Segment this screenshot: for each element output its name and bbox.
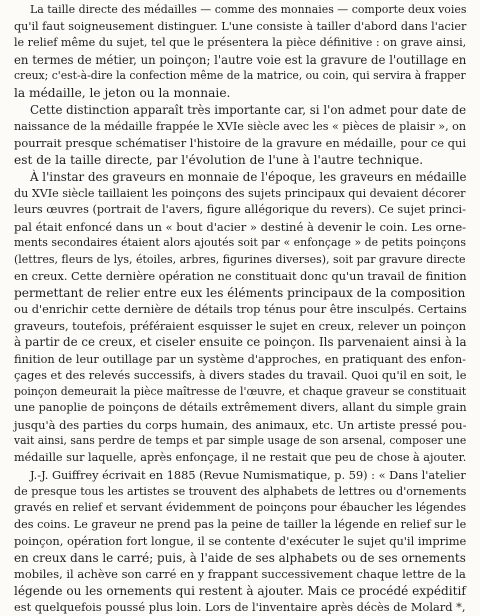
text-line: çages et des relevés successifs, à divers stades du travail. Quoi qu'il en soit, le: [14, 368, 467, 382]
paragraph-1: [14, 2, 466, 101]
text-line: une panoplie de poinçons de détails extrêmement divers, allant du simple grain: [14, 401, 467, 414]
text-line: de presque tous les artistes se trouvent des alphabets de lettres ou d'ornements: [14, 484, 467, 498]
text-line: le relief même du sujet, tel que le présentera la pièce définitive : on grave ainsi,: [14, 36, 467, 49]
text-line: du XVIe siècle taillaient les poinçons des sujets principaux qui devaient décorer: [14, 186, 466, 200]
text-line: pal était enfoncé dans un « bout d'acier » destiné à devenir le coin. Les orne-: [14, 219, 467, 234]
text-line: gravés en relief et servant évidemment de poinçons pour ébaucher les légendes: [14, 501, 467, 514]
text-line: (lettres, fleurs de lys, étoiles, arbres, figurines diverses), soit par gravure directe: [14, 252, 466, 266]
text-line: légende ou les ornements qui restent à ajouter. Mais ce procédé expéditif: [14, 583, 466, 598]
text-line: poinçon, opération fort longue, il se contente d'exécuter le sujet qu'il imprime: [14, 534, 467, 548]
text-line: leurs œuvres (portrait de l'avers, figure allégorique du revers). Ce sujet princi-: [14, 203, 466, 216]
text-line: creux; c'est-à-dire la confection même de la matrice, ou coin, qui servira à frapper: [14, 69, 466, 82]
paragraph-4: [14, 467, 466, 616]
text-line: pourrait presque schématiser l'histoire de la gravure en médaille, pour ce qui: [14, 136, 467, 150]
text-line: permettant de relier entre eux les éléments principaux de la composition: [14, 285, 466, 300]
text-line: finition de leur outillage par un système d'approches, en pratiquant des enfon-: [14, 351, 466, 366]
text-line: poinçon demeurait la pièce maîtresse de l'œuvre, et chaque graveur se constituait: [14, 384, 467, 398]
text-line: naissance de la médaille frappée le XVIe siècle avec les « pièces de plaisir », on: [14, 119, 467, 133]
text-line: ou d'enrichir cette dernière de détails trop ténus pour être insculpés. Certains: [14, 302, 467, 316]
text-line: des coins. Le graveur ne prend pas la peine de tailler la légende en relief sur le: [14, 517, 467, 531]
text-line: La taille directe des médailles — comme des monnaies — comporte deux voies: [30, 3, 467, 16]
text-line: est quelquefois poussé plus loin. Lors de l'inventaire après décès de Molard *,: [14, 600, 466, 614]
text-line: à partir de ce creux, et ciseler ensuite ce poinçon. Ils parvenaient ainsi à la: [14, 335, 467, 349]
text-line: graveurs, toutefois, préféraient esquisser le sujet en creux, relever un poinçon: [14, 318, 467, 333]
text-line: médaille sur laquelle, après enfonçage, il ne restait que peu de chose à ajouter.: [14, 450, 467, 464]
text-line: qu'il faut soigneusement distinguer. L'une consiste à tailler d'abord dans l'acier: [14, 19, 467, 33]
paragraph-2: [14, 102, 466, 168]
text-line: vait ainsi, sans perdre de temps et par simple usage de son arsenal, composer une: [14, 434, 467, 447]
text-line: en creux dans le carré; puis, à l'aide de ses alphabets ou de ses ornements: [14, 550, 466, 565]
paragraph-3: [14, 169, 466, 466]
text-line: J.-J. Guiffrey écrivait en 1885 (Revue Numismatique, p. 59) : « Dans l'atelier: [30, 468, 466, 482]
text-line: ments secondaires étaient alors ajoutés soit par « enfonçage » de petits poinçons: [14, 236, 466, 249]
text-line: en creux. Cette dernière opération ne constituait donc qu'un travail de finition: [14, 269, 467, 283]
text-line: est de la taille directe, par l'évolution de l'une à l'autre technique.: [14, 152, 424, 167]
text-line: Cette distinction apparaît très importante car, si l'on admet pour date de: [30, 103, 467, 117]
text-line: À l'instar des graveurs en monnaie de l'époque, les graveurs en médaille: [30, 170, 467, 184]
text-line: en termes de métier, un poinçon; l'autre voie est la gravure de l'outillage en: [14, 52, 467, 67]
text-line: mobiles, il achève son carré en y frappant successivement chaque lettre de la: [14, 567, 466, 581]
text-line: la médaille, le jeton ou la monnaie.: [14, 85, 231, 100]
text-line: jusqu'à des parties du corps humain, des animaux, etc. Un artiste pressé pou-: [14, 417, 467, 432]
